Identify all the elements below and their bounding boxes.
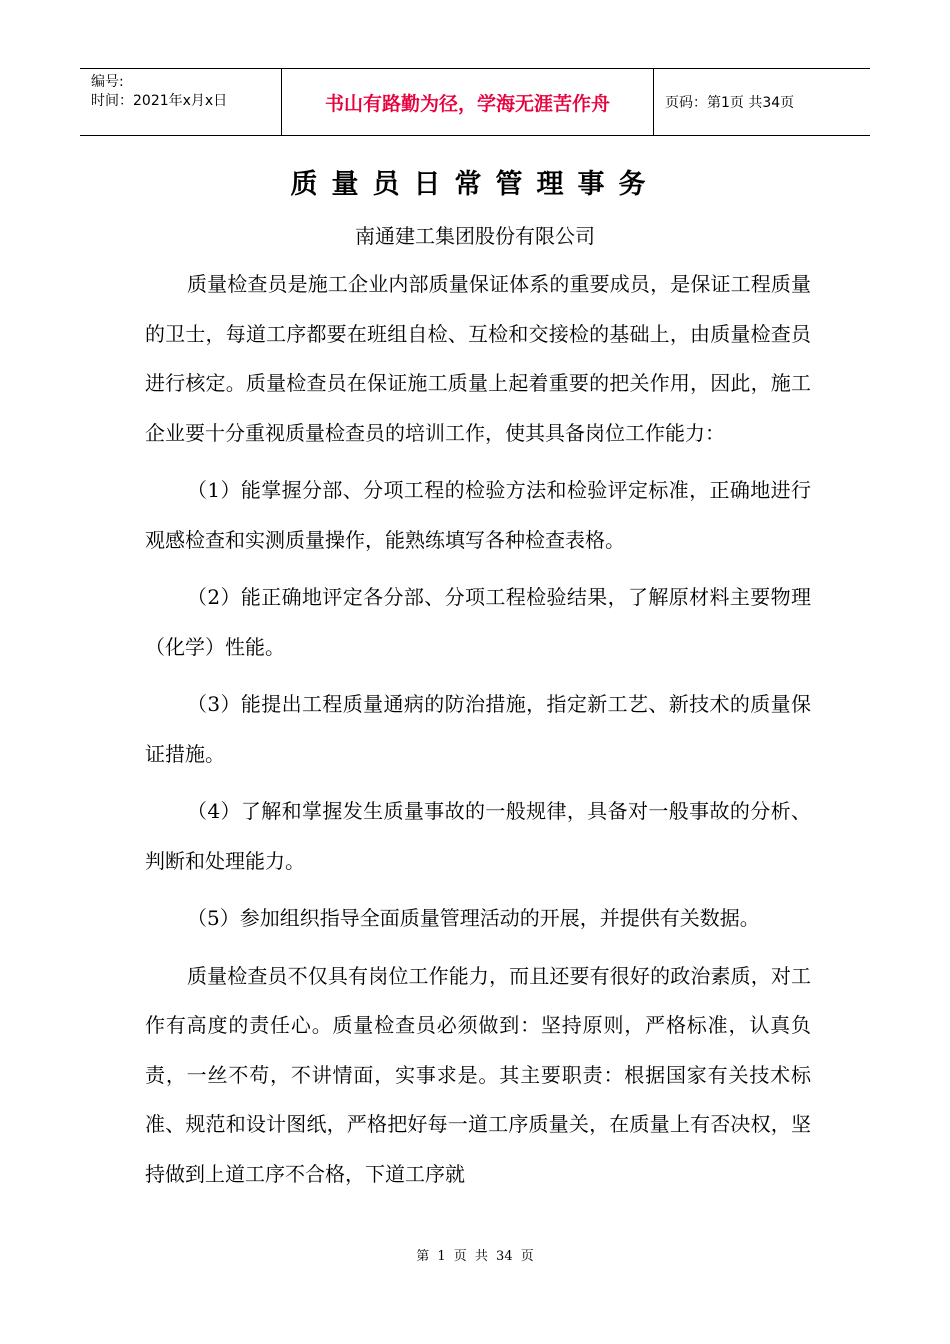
paragraph-duties: 质量检查员不仅具有岗位工作能力，而且还要有很好的政治素质，对工作有高度的责任心。质量检查员必须做到：坚持原则，严格标准，认真负责，一丝不苟，不讲情面，实事求是。其主要职责：根据国家有关技术标准、规范和设计图纸，严格把好每一道工序质量关，在质量上有否决权，坚持做到上道工序不合格，下道工序就 bbox=[145, 963, 811, 1186]
motto-text: 书山有路勤为径，学海无涯苦作舟 bbox=[324, 92, 610, 115]
paragraph-item-5: （5）参加组织指导全面质量管理活动的开展，并提供有关数据。 bbox=[187, 906, 760, 930]
header-meta-cell bbox=[80, 69, 282, 135]
paragraph-item-4: （4）了解和掌握发生质量事故的一般规律，具备对一般事故的分析、判断和处理能力。 bbox=[145, 799, 811, 873]
paragraph-item-2: （2）能正确地评定各分部、分项工程检验结果，了解原材料主要物理（化学）性能。 bbox=[145, 585, 811, 659]
document-body bbox=[145, 260, 811, 1199]
header-table bbox=[80, 68, 870, 136]
page-info: 页码：第1页 共34页 bbox=[665, 95, 795, 111]
company-name: 南通建工集团股份有限公司 bbox=[355, 224, 595, 248]
code-label: 编号: bbox=[91, 74, 124, 90]
header-motto-cell bbox=[282, 69, 654, 135]
paragraph-item-3: （3）能提出工程质量通病的防治措施，指定新工艺、新技术的质量保证措施。 bbox=[145, 692, 811, 766]
paragraph-intro: 质量检查员是施工企业内部质量保证体系的重要成员，是保证工程质量的卫士，每道工序都要在班组自检、互检和交接检的基础上，由质量检查员进行核定。质量检查员在保证施工质量上起着重要的把关作用，因此，施工企业要十分重视质量检查员的培训工作，使其具备岗位工作能力： bbox=[145, 272, 811, 445]
date-label: 时间：2021年x月x日 bbox=[91, 93, 228, 109]
page-footer: 第 1 页 共 34 页 bbox=[416, 1249, 534, 1264]
document-title: 质量员日常管理事务 bbox=[290, 169, 660, 200]
header-page-cell bbox=[654, 69, 870, 135]
paragraph-item-1: （1）能掌握分部、分项工程的检验方法和检验评定标准，正确地进行观感检查和实测质量操作，能熟练填写各种检查表格。 bbox=[145, 478, 811, 552]
